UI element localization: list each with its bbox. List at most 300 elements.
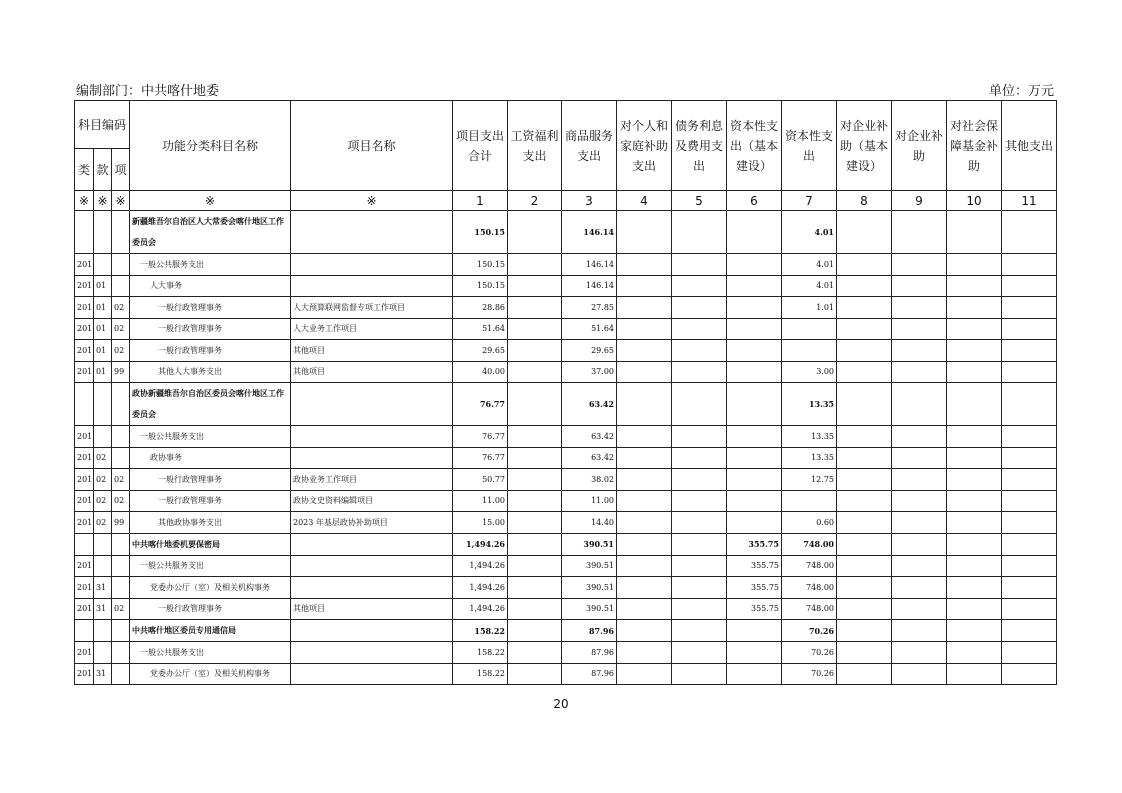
- c5-cell: [672, 447, 727, 469]
- c6-cell: [727, 361, 782, 383]
- c11-cell: [1002, 490, 1057, 512]
- c7-cell: 748.00: [782, 598, 837, 620]
- c9-cell: [892, 577, 947, 599]
- proj-name-cell: 人大业务工作项目: [291, 318, 453, 340]
- c1-cell: 76.77: [453, 383, 508, 426]
- c6-cell: [727, 447, 782, 469]
- proj-name-cell: 其他项目: [291, 340, 453, 362]
- func-name-cell: 一般行政管理事务: [130, 340, 291, 362]
- lei-header: 类: [75, 149, 94, 191]
- c9-cell: [892, 275, 947, 297]
- unit-label: 单位：万元: [988, 84, 1054, 99]
- proj-name-header: 项目名称: [291, 101, 453, 191]
- col6-header: 资本性支出（基本建设）: [727, 101, 782, 191]
- proj-name-cell: [291, 383, 453, 426]
- c2-cell: [508, 642, 562, 664]
- c11-cell: [1002, 275, 1057, 297]
- c8-cell: [837, 620, 892, 642]
- c10-cell: [947, 533, 1002, 555]
- c2-cell: [508, 297, 562, 319]
- c5-cell: [672, 297, 727, 319]
- c1-cell: 50.77: [453, 469, 508, 491]
- c3-cell: 87.96: [562, 620, 617, 642]
- c2-cell: [508, 447, 562, 469]
- c4-cell: [617, 211, 672, 254]
- lei-cell: 201: [75, 340, 94, 362]
- c2-cell: [508, 426, 562, 448]
- c1-cell: 150.15: [453, 211, 508, 254]
- c10-cell: [947, 297, 1002, 319]
- kuan-cell: 01: [94, 361, 112, 383]
- department-label: 编制部门：中共喀什地委: [76, 84, 220, 99]
- c3-cell: 146.14: [562, 211, 617, 254]
- xiang-cell: [112, 275, 130, 297]
- index-cell: 10: [947, 191, 1002, 211]
- c9-cell: [892, 533, 947, 555]
- c2-cell: [508, 598, 562, 620]
- lei-cell: 201: [75, 447, 94, 469]
- proj-name-cell: 政协文史资料编辑项目: [291, 490, 453, 512]
- c6-cell: [727, 340, 782, 362]
- c9-cell: [892, 447, 947, 469]
- lei-cell: 201: [75, 577, 94, 599]
- proj-name-cell: [291, 426, 453, 448]
- index-cell: 7: [782, 191, 837, 211]
- xiang-cell: [112, 663, 130, 685]
- c4-cell: [617, 383, 672, 426]
- kuan-cell: 31: [94, 598, 112, 620]
- c7-cell: 70.26: [782, 663, 837, 685]
- c7-cell: [782, 490, 837, 512]
- c11-cell: [1002, 555, 1057, 577]
- c7-cell: [782, 340, 837, 362]
- table-row: [75, 490, 1057, 512]
- c5-cell: [672, 426, 727, 448]
- c7-cell: 4.01: [782, 275, 837, 297]
- func-name-cell: 一般公共服务支出: [130, 254, 291, 276]
- c4-cell: [617, 340, 672, 362]
- c10-cell: [947, 663, 1002, 685]
- code-group-header: 科目编码: [75, 101, 130, 149]
- c3-cell: 87.96: [562, 663, 617, 685]
- c10-cell: [947, 447, 1002, 469]
- c7-cell: [782, 318, 837, 340]
- c6-cell: [727, 663, 782, 685]
- proj-name-cell: [291, 254, 453, 276]
- c2-cell: [508, 383, 562, 426]
- lei-cell: [75, 211, 94, 254]
- xiang-cell: [112, 254, 130, 276]
- c3-cell: 87.96: [562, 642, 617, 664]
- c11-cell: [1002, 297, 1057, 319]
- c6-cell: [727, 512, 782, 534]
- lei-cell: 201: [75, 318, 94, 340]
- c3-cell: 146.14: [562, 254, 617, 276]
- c8-cell: [837, 555, 892, 577]
- c1-cell: 29.65: [453, 340, 508, 362]
- lei-cell: 201: [75, 555, 94, 577]
- proj-name-cell: [291, 642, 453, 664]
- table-group-row: [75, 383, 1057, 426]
- c7-cell: 1.01: [782, 297, 837, 319]
- index-cell: 2: [508, 191, 562, 211]
- c1-cell: 11.00: [453, 490, 508, 512]
- c11-cell: [1002, 512, 1057, 534]
- c10-cell: [947, 275, 1002, 297]
- c2-cell: [508, 469, 562, 491]
- c8-cell: [837, 642, 892, 664]
- c1-cell: 158.22: [453, 642, 508, 664]
- func-name-cell: 政协新疆维吾尔自治区委员会喀什地区工作委员会: [130, 383, 291, 426]
- func-name-cell: 一般行政管理事务: [130, 297, 291, 319]
- lei-cell: 201: [75, 490, 94, 512]
- c2-cell: [508, 577, 562, 599]
- c10-cell: [947, 577, 1002, 599]
- kuan-cell: 02: [94, 447, 112, 469]
- c7-cell: 4.01: [782, 254, 837, 276]
- c1-cell: 158.22: [453, 620, 508, 642]
- c8-cell: [837, 275, 892, 297]
- c6-cell: [727, 642, 782, 664]
- c9-cell: [892, 297, 947, 319]
- kuan-cell: 01: [94, 297, 112, 319]
- c4-cell: [617, 642, 672, 664]
- table-row: [75, 577, 1057, 599]
- func-name-cell: 新疆维吾尔自治区人大常委会喀什地区工作委员会: [130, 211, 291, 254]
- c8-cell: [837, 577, 892, 599]
- c10-cell: [947, 361, 1002, 383]
- xiang-cell: [112, 447, 130, 469]
- col1-header: 项目支出合计: [453, 101, 508, 191]
- table-row: [75, 447, 1057, 469]
- func-name-cell: 其他人大事务支出: [130, 361, 291, 383]
- proj-name-cell: [291, 447, 453, 469]
- c4-cell: [617, 577, 672, 599]
- c11-cell: [1002, 383, 1057, 426]
- xiang-cell: [112, 577, 130, 599]
- c6-cell: 355.75: [727, 555, 782, 577]
- kuan-cell: 31: [94, 663, 112, 685]
- c7-cell: 12.75: [782, 469, 837, 491]
- lei-cell: 201: [75, 642, 94, 664]
- lei-cell: 201: [75, 254, 94, 276]
- c7-cell: 4.01: [782, 211, 837, 254]
- c5-cell: [672, 598, 727, 620]
- proj-name-cell: [291, 211, 453, 254]
- c7-cell: 748.00: [782, 533, 837, 555]
- c2-cell: [508, 555, 562, 577]
- c11-cell: [1002, 469, 1057, 491]
- c11-cell: [1002, 642, 1057, 664]
- c5-cell: [672, 533, 727, 555]
- c8-cell: [837, 447, 892, 469]
- c8-cell: [837, 512, 892, 534]
- c8-cell: [837, 361, 892, 383]
- index-cell: 11: [1002, 191, 1057, 211]
- index-cell: 1: [453, 191, 508, 211]
- table-row: [75, 512, 1057, 534]
- c5-cell: [672, 383, 727, 426]
- func-name-cell: 一般行政管理事务: [130, 318, 291, 340]
- c4-cell: [617, 447, 672, 469]
- c10-cell: [947, 642, 1002, 664]
- c4-cell: [617, 318, 672, 340]
- lei-cell: 201: [75, 512, 94, 534]
- kuan-cell: 31: [94, 577, 112, 599]
- c4-cell: [617, 533, 672, 555]
- c8-cell: [837, 254, 892, 276]
- c6-cell: [727, 383, 782, 426]
- c6-cell: 355.75: [727, 533, 782, 555]
- c10-cell: [947, 254, 1002, 276]
- proj-name-cell: [291, 555, 453, 577]
- c9-cell: [892, 361, 947, 383]
- proj-name-cell: 其他项目: [291, 598, 453, 620]
- index-cell: 3: [562, 191, 617, 211]
- xiang-cell: [112, 533, 130, 555]
- kuan-cell: [94, 383, 112, 426]
- c2-cell: [508, 512, 562, 534]
- index-cell: 6: [727, 191, 782, 211]
- table-row: [75, 663, 1057, 685]
- func-name-cell: 政协事务: [130, 447, 291, 469]
- proj-name-cell: 2023 年基层政协补助项目: [291, 512, 453, 534]
- c5-cell: [672, 254, 727, 276]
- c2-cell: [508, 340, 562, 362]
- kuan-cell: [94, 533, 112, 555]
- table-row: [75, 642, 1057, 664]
- c9-cell: [892, 211, 947, 254]
- c11-cell: [1002, 426, 1057, 448]
- func-name-cell: 一般行政管理事务: [130, 598, 291, 620]
- c8-cell: [837, 211, 892, 254]
- xiang-cell: 02: [112, 490, 130, 512]
- c9-cell: [892, 469, 947, 491]
- c4-cell: [617, 361, 672, 383]
- c8-cell: [837, 663, 892, 685]
- xiang-cell: [112, 555, 130, 577]
- index-cell: 5: [672, 191, 727, 211]
- c2-cell: [508, 254, 562, 276]
- c9-cell: [892, 555, 947, 577]
- c8-cell: [837, 469, 892, 491]
- c1-cell: 15.00: [453, 512, 508, 534]
- c11-cell: [1002, 620, 1057, 642]
- c10-cell: [947, 598, 1002, 620]
- c2-cell: [508, 533, 562, 555]
- lei-cell: [75, 620, 94, 642]
- c6-cell: [727, 275, 782, 297]
- c1-cell: 150.15: [453, 275, 508, 297]
- proj-name-cell: 其他项目: [291, 361, 453, 383]
- col3-header: 商品服务支出: [562, 101, 617, 191]
- c9-cell: [892, 254, 947, 276]
- xiang-cell: [112, 642, 130, 664]
- lei-cell: [75, 533, 94, 555]
- index-cell: 8: [837, 191, 892, 211]
- table-row: [75, 340, 1057, 362]
- c1-cell: 51.64: [453, 318, 508, 340]
- table-row: [75, 555, 1057, 577]
- func-name-cell: 中共喀什地区委员专用通信局: [130, 620, 291, 642]
- table-group-row: [75, 620, 1057, 642]
- c3-cell: 63.42: [562, 447, 617, 469]
- col8-header: 对企业补助（基本建设）: [837, 101, 892, 191]
- kuan-cell: [94, 426, 112, 448]
- c4-cell: [617, 469, 672, 491]
- xiang-cell: [112, 426, 130, 448]
- xiang-cell: 02: [112, 318, 130, 340]
- c10-cell: [947, 211, 1002, 254]
- lei-cell: 201: [75, 297, 94, 319]
- c1-cell: 76.77: [453, 447, 508, 469]
- kuan-cell: 01: [94, 340, 112, 362]
- table-row: [75, 275, 1057, 297]
- c2-cell: [508, 663, 562, 685]
- table-row: [75, 598, 1057, 620]
- c5-cell: [672, 663, 727, 685]
- lei-cell: 201: [75, 598, 94, 620]
- c9-cell: [892, 620, 947, 642]
- lei-cell: 201: [75, 275, 94, 297]
- c11-cell: [1002, 340, 1057, 362]
- kuan-cell: 02: [94, 469, 112, 491]
- c6-cell: [727, 297, 782, 319]
- table-row: [75, 469, 1057, 491]
- c3-cell: 37.00: [562, 361, 617, 383]
- c8-cell: [837, 297, 892, 319]
- func-name-cell: 一般行政管理事务: [130, 490, 291, 512]
- c4-cell: [617, 275, 672, 297]
- c11-cell: [1002, 577, 1057, 599]
- c5-cell: [672, 620, 727, 642]
- c10-cell: [947, 469, 1002, 491]
- proj-name-cell: 政协业务工作项目: [291, 469, 453, 491]
- c4-cell: [617, 598, 672, 620]
- c7-cell: 0.60: [782, 512, 837, 534]
- table-row: [75, 426, 1057, 448]
- c7-cell: 13.35: [782, 447, 837, 469]
- c9-cell: [892, 318, 947, 340]
- c5-cell: [672, 275, 727, 297]
- xiang-cell: 99: [112, 361, 130, 383]
- c4-cell: [617, 512, 672, 534]
- kuan-cell: [94, 254, 112, 276]
- xiang-header: 项: [112, 149, 130, 191]
- c5-cell: [672, 211, 727, 254]
- func-name-cell: 党委办公厅（室）及相关机构事务: [130, 663, 291, 685]
- c2-cell: [508, 620, 562, 642]
- c7-cell: 70.26: [782, 620, 837, 642]
- c3-cell: 29.65: [562, 340, 617, 362]
- col7-header: 资本性支出: [782, 101, 837, 191]
- c1-cell: 158.22: [453, 663, 508, 685]
- c7-cell: 70.26: [782, 642, 837, 664]
- budget-table: [74, 100, 1057, 685]
- c6-cell: 355.75: [727, 598, 782, 620]
- func-name-header: 功能分类科目名称: [130, 101, 291, 191]
- c4-cell: [617, 620, 672, 642]
- c10-cell: [947, 426, 1002, 448]
- func-name-cell: 其他政协事务支出: [130, 512, 291, 534]
- col2-header: 工资福利支出: [508, 101, 562, 191]
- c3-cell: 390.51: [562, 533, 617, 555]
- c7-cell: 748.00: [782, 555, 837, 577]
- c8-cell: [837, 426, 892, 448]
- c2-cell: [508, 361, 562, 383]
- func-name-cell: 中共喀什地委机要保密局: [130, 533, 291, 555]
- c7-cell: 748.00: [782, 577, 837, 599]
- c5-cell: [672, 642, 727, 664]
- c6-cell: [727, 426, 782, 448]
- c6-cell: [727, 254, 782, 276]
- c11-cell: [1002, 361, 1057, 383]
- c9-cell: [892, 642, 947, 664]
- c5-cell: [672, 469, 727, 491]
- table-group-row: [75, 211, 1057, 254]
- c3-cell: 51.64: [562, 318, 617, 340]
- lei-cell: 201: [75, 469, 94, 491]
- c11-cell: [1002, 318, 1057, 340]
- table-row: [75, 361, 1057, 383]
- c4-cell: [617, 490, 672, 512]
- col4-header: 对个人和家庭补助支出: [617, 101, 672, 191]
- c4-cell: [617, 254, 672, 276]
- proj-name-cell: [291, 577, 453, 599]
- c1-cell: 1,494.26: [453, 598, 508, 620]
- c11-cell: [1002, 533, 1057, 555]
- c7-cell: 13.35: [782, 383, 837, 426]
- kuan-cell: [94, 620, 112, 642]
- c3-cell: 63.42: [562, 426, 617, 448]
- c1-cell: 1,494.26: [453, 533, 508, 555]
- c1-cell: 76.77: [453, 426, 508, 448]
- lei-cell: 201: [75, 361, 94, 383]
- c8-cell: [837, 340, 892, 362]
- c11-cell: [1002, 663, 1057, 685]
- index-cell: ※: [94, 191, 112, 211]
- c5-cell: [672, 490, 727, 512]
- c6-cell: [727, 318, 782, 340]
- c9-cell: [892, 663, 947, 685]
- kuan-cell: [94, 642, 112, 664]
- c4-cell: [617, 555, 672, 577]
- index-cell: ※: [75, 191, 94, 211]
- func-name-cell: 一般公共服务支出: [130, 426, 291, 448]
- c8-cell: [837, 533, 892, 555]
- xiang-cell: 02: [112, 469, 130, 491]
- c1-cell: 150.15: [453, 254, 508, 276]
- c3-cell: 27.85: [562, 297, 617, 319]
- c5-cell: [672, 512, 727, 534]
- lei-cell: [75, 383, 94, 426]
- proj-name-cell: [291, 663, 453, 685]
- kuan-cell: [94, 555, 112, 577]
- c5-cell: [672, 318, 727, 340]
- c9-cell: [892, 426, 947, 448]
- c11-cell: [1002, 447, 1057, 469]
- proj-name-cell: [291, 275, 453, 297]
- func-name-cell: 人大事务: [130, 275, 291, 297]
- table-row: [75, 297, 1057, 319]
- index-cell: ※: [112, 191, 130, 211]
- xiang-cell: 02: [112, 297, 130, 319]
- c1-cell: 40.00: [453, 361, 508, 383]
- c10-cell: [947, 555, 1002, 577]
- c1-cell: 28.86: [453, 297, 508, 319]
- c9-cell: [892, 490, 947, 512]
- c4-cell: [617, 297, 672, 319]
